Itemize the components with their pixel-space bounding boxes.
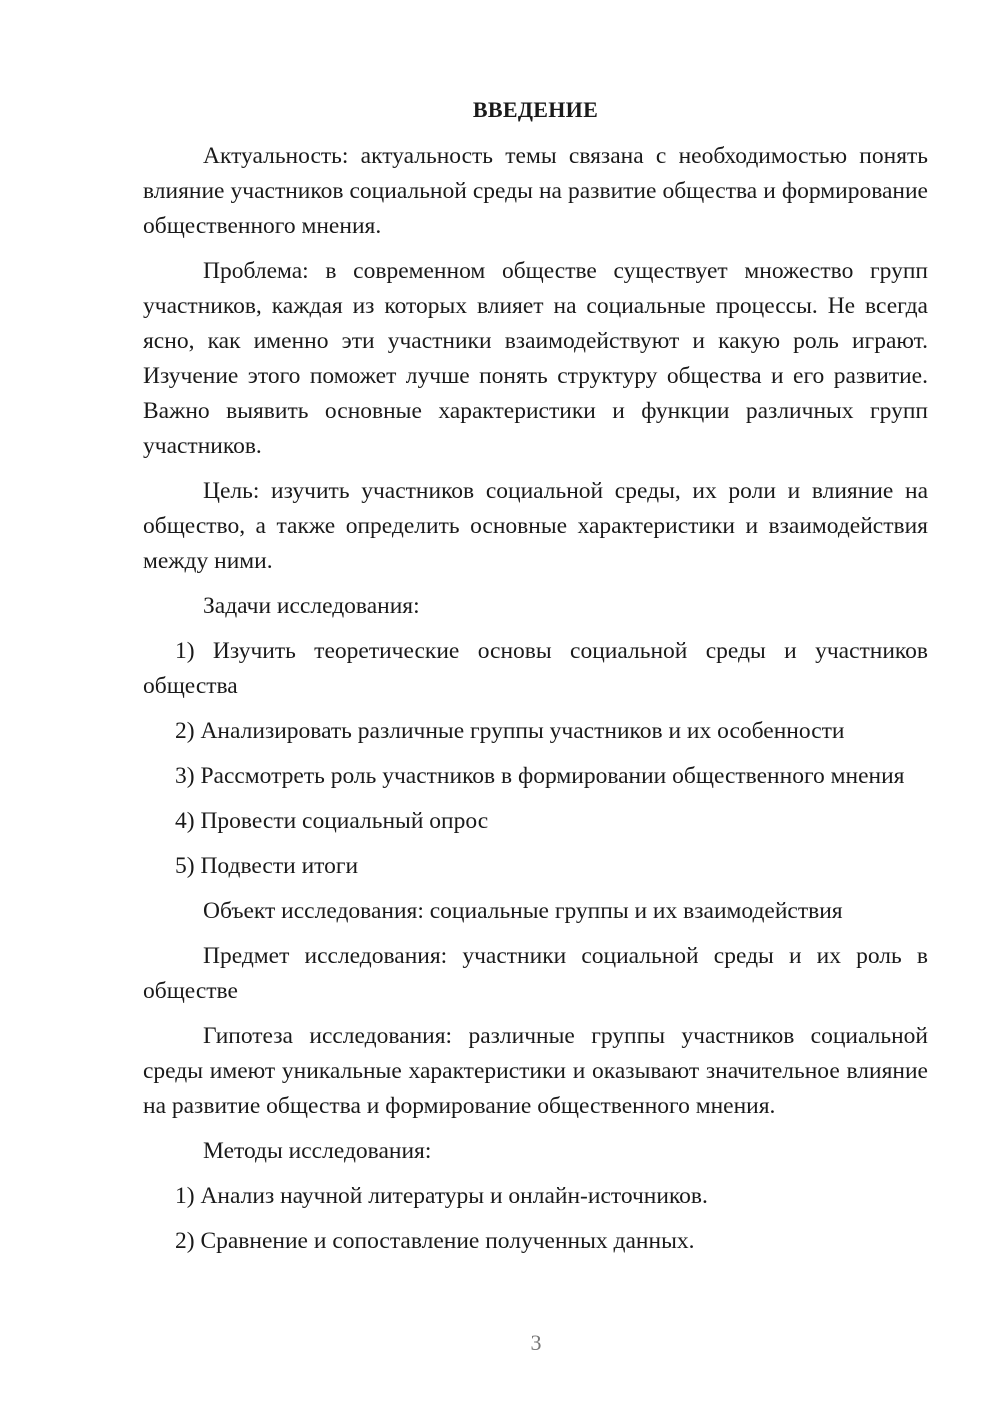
subject-paragraph: Предмет исследования: участники социальной среды и их роль в обществе — [143, 943, 928, 1004]
task-item: 2) Анализировать различные группы участников и их особенности — [175, 718, 845, 744]
method-item: 2) Сравнение и сопоставление полученных данных. — [175, 1228, 695, 1254]
page-content — [143, 92, 928, 1269]
problem-paragraph: Проблема: в современном обществе существует множество групп участников, каждая из которых влияет на социальные процессы. Не всегда ясно, как именно эти участники взаимодействуют и какую роль играют. Изучение этого поможет лучше понять структуру общества и его развитие. Важно выявить основные характеристики и функции различных групп участников. — [143, 258, 928, 459]
task-item: 5) Подвести итоги — [175, 853, 359, 879]
method-item: 1) Анализ научной литературы и онлайн-источников. — [175, 1183, 708, 1209]
tasks-heading: Задачи исследования: — [203, 593, 420, 619]
page-number: 3 — [530, 1330, 542, 1355]
hypothesis-paragraph: Гипотеза исследования: различные группы участников социальной среды имеют уникальные характеристики и оказывают значительное влияние на развитие общества и формирование общественного мнения. — [143, 1023, 928, 1119]
goal-paragraph: Цель: изучить участников социальной среды, их роли и влияние на общество, а также определить основные характеристики и взаимодействия между ними. — [143, 478, 928, 574]
task-item: 3) Рассмотреть роль участников в формировании общественного мнения — [175, 763, 905, 789]
task-item: 4) Провести социальный опрос — [175, 808, 489, 834]
object-paragraph: Объект исследования: социальные группы и их взаимодействия — [203, 898, 843, 924]
task-item: 1) Изучить теоретические основы социальной среды и участников общества — [143, 638, 928, 699]
section-title: ВВЕДЕНИЕ — [472, 97, 599, 122]
relevance-paragraph: Актуальность: актуальность темы связана с необходимостью понять влияние участников социальной среды на развитие общества и формирование общественного мнения. — [143, 143, 928, 239]
methods-heading: Методы исследования: — [203, 1138, 432, 1164]
